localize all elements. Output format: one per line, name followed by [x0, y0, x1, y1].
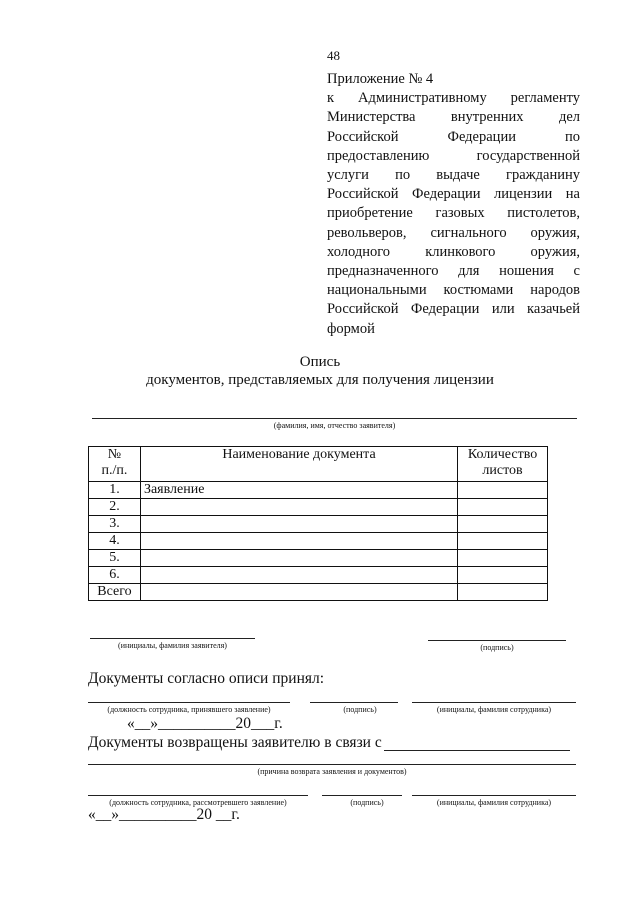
header-sheets-line1: Количество	[467, 447, 538, 462]
row-num: 6.	[89, 567, 141, 584]
row-num: 3.	[89, 516, 141, 533]
table-row	[89, 550, 548, 567]
accepted-initials-line[interactable]	[412, 702, 576, 703]
document-title: Опись	[299, 354, 341, 370]
applicant-signature-caption: (подпись)	[480, 643, 514, 652]
header-name: Наименование документа	[140, 447, 457, 482]
table-row	[89, 516, 548, 533]
accepted-signature-caption: (подпись)	[343, 705, 377, 714]
appendix-line: Российской Федерации или казачьей	[327, 301, 580, 318]
applicant-initials-line[interactable]	[90, 638, 255, 639]
returned-reason-line[interactable]	[88, 764, 576, 765]
table-row	[89, 499, 548, 516]
applicant-signature-line[interactable]	[428, 640, 566, 641]
accepted-text: Документы согласно описи принял:	[88, 670, 325, 687]
appendix-line: к Административному регламенту	[327, 90, 580, 107]
row-sheets[interactable]	[458, 550, 548, 567]
page-number: 48	[327, 48, 340, 63]
total-name[interactable]	[140, 584, 457, 601]
row-name[interactable]	[140, 567, 457, 584]
returned-reason-caption: (причина возврата заявления и документов)	[257, 767, 407, 776]
returned-signature-line[interactable]	[322, 795, 402, 796]
header-num-line1: №	[107, 447, 122, 462]
header-num	[89, 447, 141, 482]
total-sheets[interactable]	[458, 584, 548, 601]
appendix-line: Приложение № 4	[327, 71, 434, 87]
returned-initials-caption: (инициалы, фамилия сотрудника)	[436, 798, 552, 807]
appendix-line: холодного клинкового оружия,	[327, 243, 580, 260]
returned-date[interactable]: «__»__________20 __г.	[88, 806, 240, 823]
appendix-line: Министерства внутренних дел	[327, 109, 580, 126]
documents-table	[88, 446, 548, 601]
returned-initials-line[interactable]	[412, 795, 576, 796]
row-num: 4.	[89, 533, 141, 550]
row-sheets[interactable]	[458, 533, 548, 550]
total-label: Всего	[89, 584, 141, 601]
table-header-row	[89, 447, 548, 482]
header-sheets	[458, 447, 548, 482]
accepted-position-caption: (должность сотрудника, принявшего заявление)	[107, 705, 271, 714]
header-num-line2: п./п.	[101, 463, 128, 478]
row-num: 2.	[89, 499, 141, 516]
table-total-row	[89, 584, 548, 601]
row-name[interactable]	[140, 516, 457, 533]
appendix-line: приобретение газовых пистолетов,	[327, 205, 580, 222]
appendix-line: Российской Федерации лицензии на	[327, 186, 580, 203]
table-row	[89, 533, 548, 550]
applicant-name-line[interactable]	[92, 418, 577, 419]
appendix-line: предназначенного для ношения с	[327, 263, 580, 280]
returned-text: Документы возвращены заявителю в связи с	[88, 734, 382, 751]
table-row	[89, 567, 548, 584]
table-row	[89, 482, 548, 499]
accepted-date[interactable]: «__»__________20___г.	[127, 715, 283, 732]
appendix-block	[327, 70, 580, 339]
row-sheets[interactable]	[458, 482, 548, 499]
applicant-name-caption: (фамилия, имя, отчество заявителя)	[273, 421, 396, 430]
appendix-line: формой	[327, 320, 375, 337]
applicant-initials-caption: (инициалы, фамилия заявителя)	[118, 641, 227, 650]
document-subtitle: документов, представляемых для получения лицензии	[146, 372, 494, 388]
returned-position-line[interactable]	[88, 795, 308, 796]
returned-signature-caption: (подпись)	[350, 798, 384, 807]
accepted-initials-caption: (инициалы, фамилия сотрудника)	[436, 705, 552, 714]
row-name[interactable]	[140, 533, 457, 550]
row-sheets[interactable]	[458, 567, 548, 584]
appendix-line: услуги по выдаче гражданину	[327, 167, 580, 184]
appendix-line: предоставлению государственной	[327, 147, 580, 164]
row-sheets[interactable]	[458, 516, 548, 533]
row-name[interactable]	[140, 550, 457, 567]
header-sheets-line2: листов	[482, 463, 523, 478]
appendix-line: револьверов, сигнального оружия,	[327, 224, 580, 241]
row-name[interactable]	[140, 499, 457, 516]
row-num: 5.	[89, 550, 141, 567]
row-num: 1.	[89, 482, 141, 499]
returned-reason-inline-line[interactable]	[384, 750, 570, 751]
accepted-position-line[interactable]	[88, 702, 290, 703]
row-name[interactable]: Заявление	[140, 482, 457, 499]
appendix-line: Российской Федерации по	[327, 128, 580, 145]
appendix-line: национальными костюмами народов	[327, 282, 580, 299]
row-sheets[interactable]	[458, 499, 548, 516]
accepted-signature-line[interactable]	[310, 702, 398, 703]
returned-position-caption: (должность сотрудника, рассмотревшего заявление)	[109, 798, 287, 807]
